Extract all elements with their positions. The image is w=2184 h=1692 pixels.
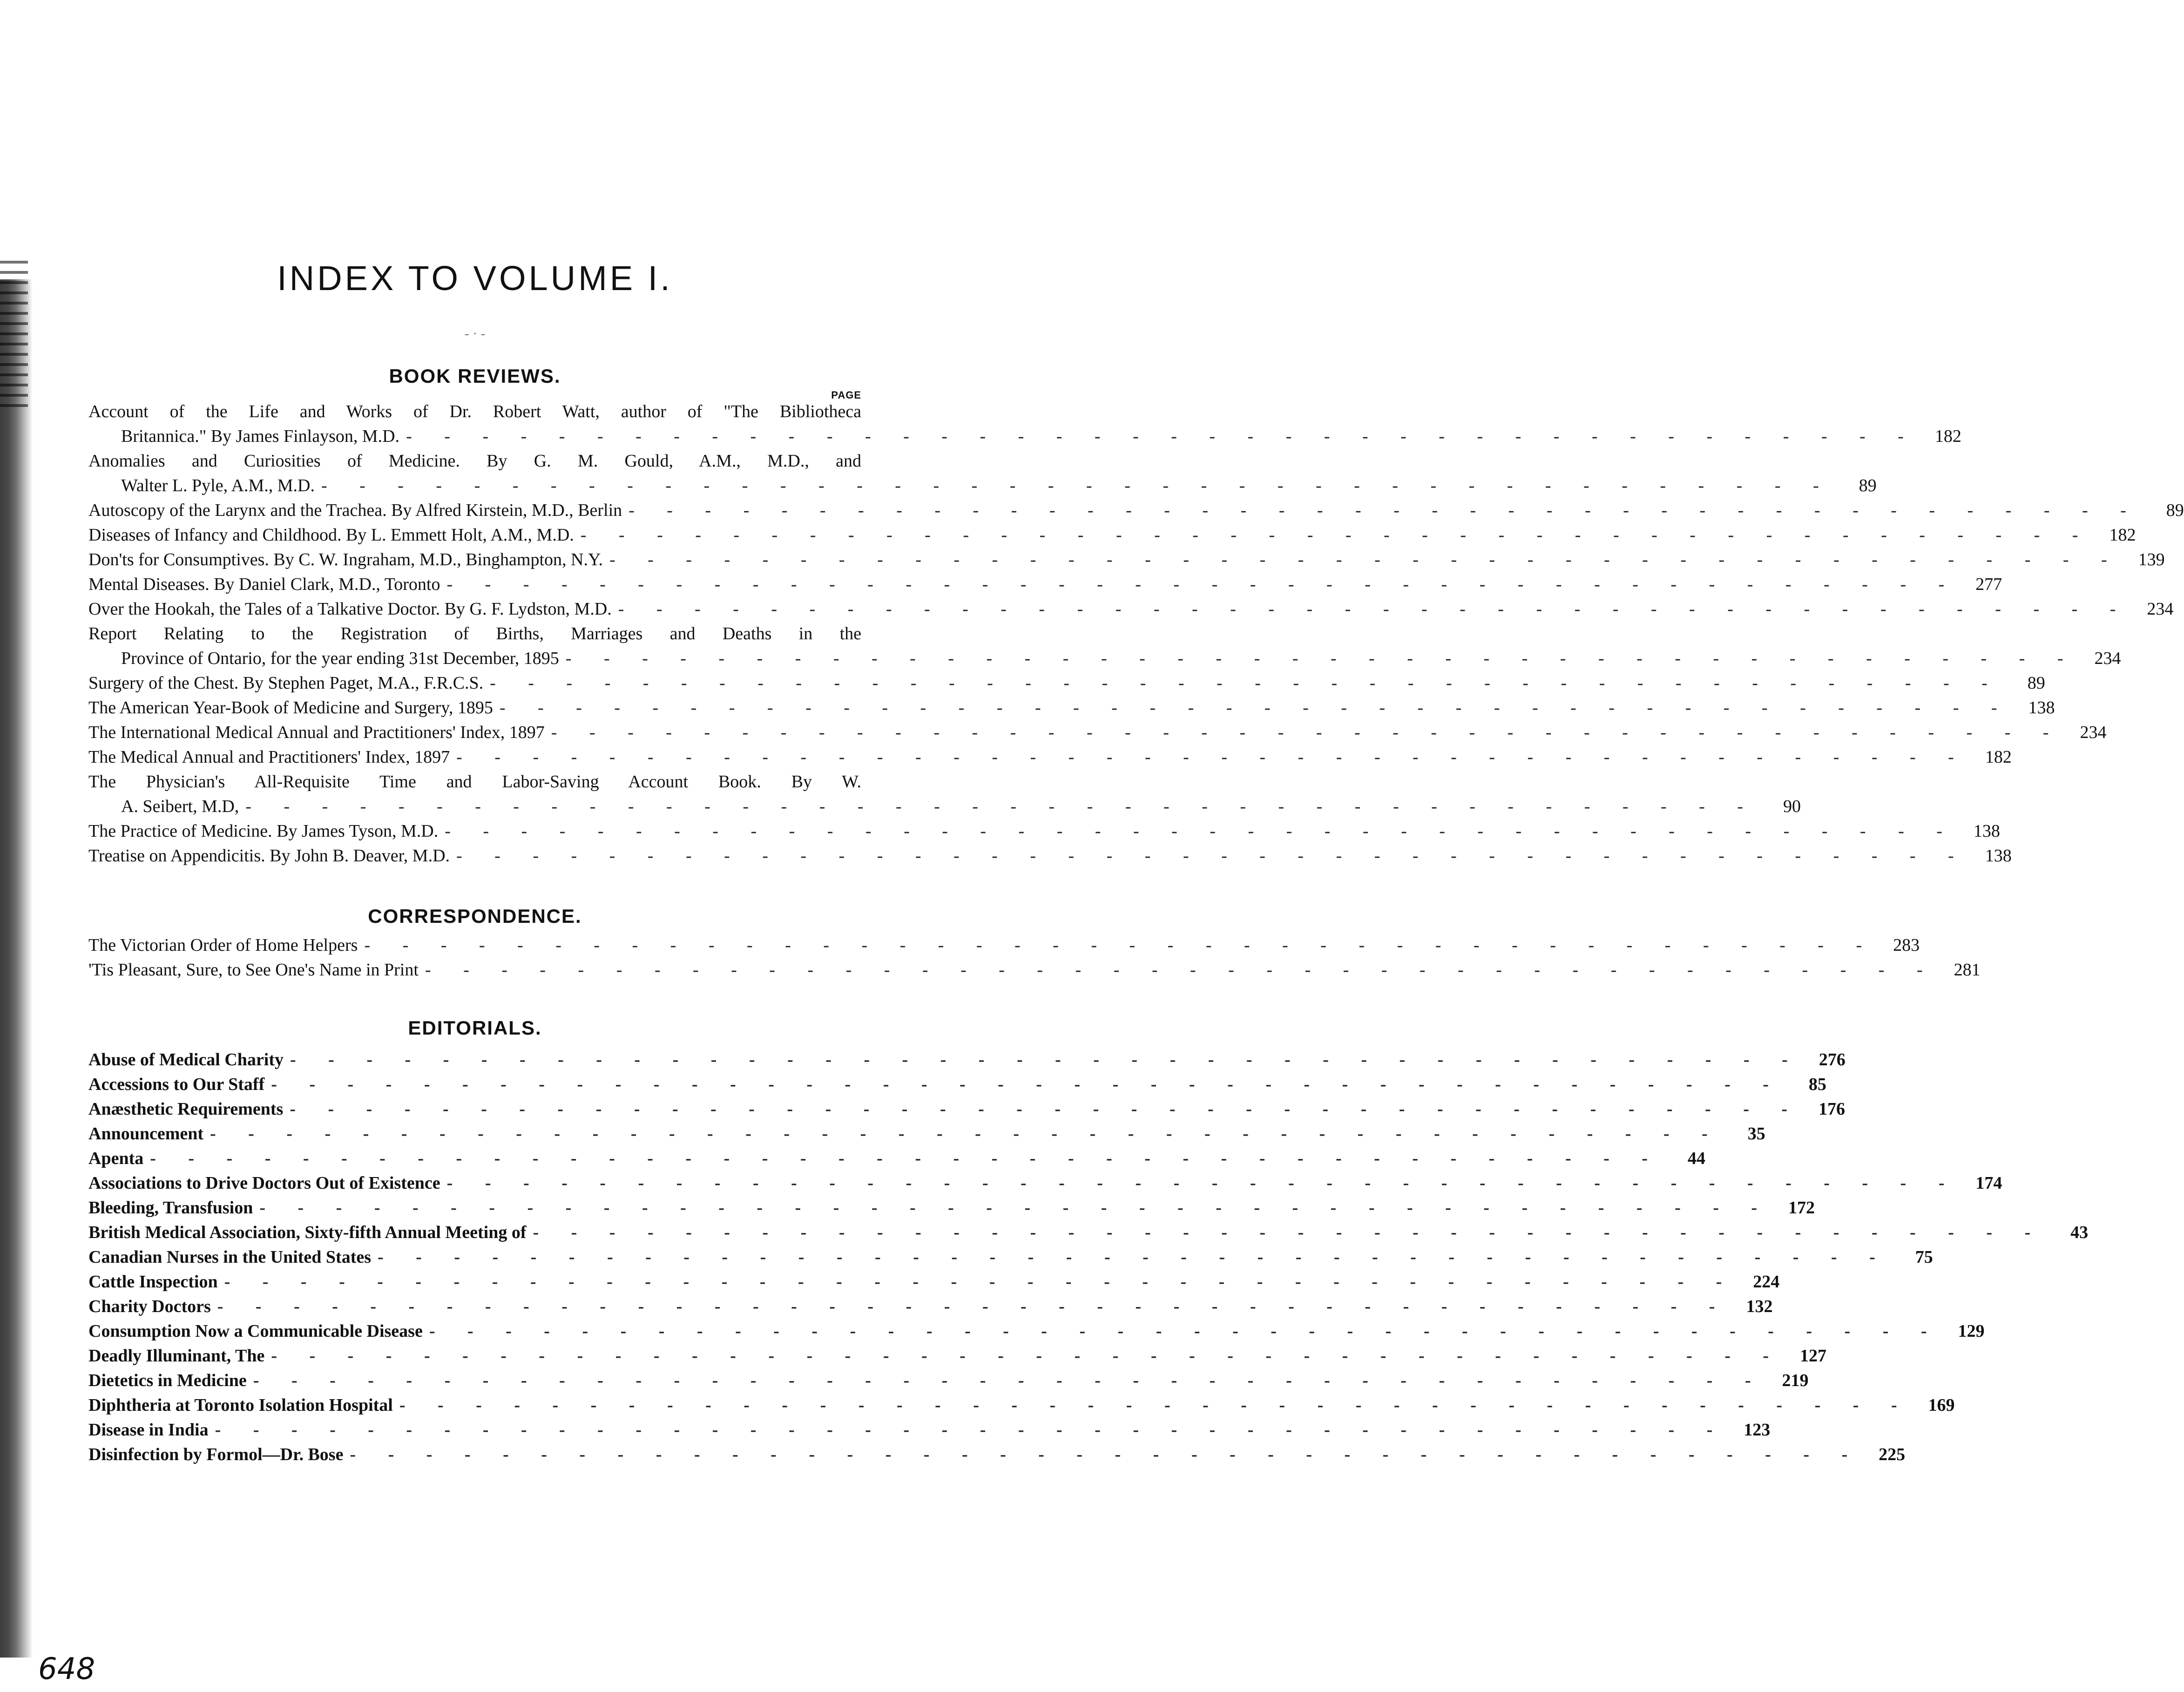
entry-title: Disinfection by Formol—Dr. Bose bbox=[88, 1445, 344, 1464]
dot-leader: - - - - - - - - - - - - - - - - - - - - - - - - - - - - - - - - - - - - - - - - bbox=[399, 1395, 1911, 1415]
correspondence-list bbox=[88, 933, 1981, 982]
binding-edge-marks bbox=[0, 261, 28, 410]
index-entry bbox=[88, 1442, 1906, 1467]
dot-leader: - - - - - - - - - - - - - - - - - - - - - - - - - - - - - - - - - - - - - - - - bbox=[446, 575, 1959, 594]
index-entry bbox=[88, 958, 1981, 982]
entry-page-number: 176 bbox=[1819, 1099, 1845, 1119]
entry-title: Autoscopy of the Larynx and the Trachea. By Alfred Kirstein, M.D., Berlin bbox=[88, 501, 622, 520]
index-entry bbox=[88, 1418, 1771, 1442]
dot-leader: - - - - - - - - - - - - - - - - - - - - - - - - - - - - - - - - - - - - - - - - bbox=[350, 1445, 1862, 1464]
index-entry bbox=[88, 1270, 1780, 1294]
index-entry bbox=[88, 1122, 1765, 1146]
entry-title: British Medical Association, Sixty-fifth Annual Meeting of bbox=[88, 1223, 527, 1242]
index-entry bbox=[88, 548, 2165, 572]
index-entry bbox=[88, 1294, 1773, 1319]
entry-page-number: 35 bbox=[1747, 1124, 1765, 1144]
entry-line bbox=[88, 399, 861, 424]
entry-title: 'Tis Pleasant, Sure, to See One's Name in Print bbox=[88, 960, 419, 980]
dot-leader: - - - - - - - - - - - - - - - - - - - - - - - - - - - - - - - - - - - - - - - - bbox=[429, 1321, 1941, 1341]
editorials-list bbox=[88, 1048, 2089, 1467]
entry-title: Mental Diseases. By Daniel Clark, M.D., Toronto bbox=[88, 575, 440, 594]
entry-page-number: 123 bbox=[1744, 1420, 1771, 1440]
entry-title: Account of the Life and Works of Dr. Robert Watt, author of "The Bibliotheca bbox=[88, 402, 861, 421]
entry-line bbox=[88, 720, 2107, 745]
entry-line bbox=[88, 1393, 1955, 1418]
dot-leader: - - - - - - - - - - - - - - - - - - - - - - - - - - - - - - - - - - - - - - - - bbox=[618, 599, 2130, 619]
index-entry bbox=[88, 933, 1920, 958]
entry-page-number: 234 bbox=[2080, 723, 2107, 742]
index-entry bbox=[88, 572, 2002, 597]
entry-page-number: 138 bbox=[2028, 698, 2055, 717]
dot-leader: - - - - - - - - - - - - - - - - - - - - - - - - - - - - - - - - - - - - - - - - bbox=[364, 935, 1876, 955]
entry-page-number: 75 bbox=[1915, 1247, 1933, 1267]
entry-line bbox=[88, 1368, 1809, 1393]
dot-leader: - - - - - - - - - - - - - - - - - - - - - - - - - - - - - - - - - - - - - - - - bbox=[245, 797, 1757, 816]
entry-title: Treatise on Appendicitis. By John B. Deaver, M.D. bbox=[88, 846, 450, 866]
page-title: INDEX TO VOLUME I. bbox=[277, 259, 673, 298]
index-entry bbox=[88, 770, 1801, 819]
entry-title: Anomalies and Curiosities of Medicine. By G. M. Gould, A.M., M.D., and bbox=[88, 451, 861, 471]
entry-title-continuation: Walter L. Pyle, A.M., M.D. bbox=[121, 476, 315, 495]
index-entry bbox=[88, 1048, 1846, 1072]
dot-leader: - - - - - - - - - - - - - - - - - - - - - - - - - - - - - - - - - - - - - - - - bbox=[629, 501, 2140, 520]
entry-page-number: 182 bbox=[2109, 525, 2136, 545]
entry-line bbox=[88, 671, 2045, 696]
dot-leader: - - - - - - - - - - - - - - - - - - - - - - - - - - - - - - - - - - - - - - - - bbox=[224, 1272, 1736, 1292]
entry-title: Abuse of Medical Charity bbox=[88, 1050, 284, 1069]
entry-page-number: 89 bbox=[2166, 501, 2184, 520]
index-entry bbox=[88, 498, 2184, 523]
index-entry bbox=[88, 745, 2012, 770]
entry-line-continuation bbox=[88, 794, 1801, 819]
entry-line bbox=[88, 1270, 1780, 1294]
entry-line bbox=[88, 745, 2012, 770]
index-entry bbox=[88, 696, 2055, 720]
section-heading-book-reviews: BOOK REVIEWS. bbox=[389, 365, 561, 387]
entry-page-number: 129 bbox=[1958, 1321, 1985, 1341]
entry-title: Diseases of Infancy and Childhood. By L. Emmett Holt, A.M., M.D. bbox=[88, 525, 574, 545]
entry-page-number: 89 bbox=[2027, 673, 2045, 693]
entry-title-continuation: Province of Ontario, for the year ending 31st December, 1895 bbox=[121, 649, 559, 668]
dot-leader: - - - - - - - - - - - - - - - - - - - - - - - - - - - - - - - - - - - - - - - - bbox=[533, 1223, 2045, 1242]
dot-leader: - - - - - - - - - - - - - - - - - - - - - - - - - - - - - - - - - - - - - - - - bbox=[551, 723, 2063, 742]
dot-leader: - - - - - - - - - - - - - - - - - - - - - - - - - - - - - - - - - - - - - - - - bbox=[445, 821, 1956, 841]
entry-line bbox=[88, 1097, 1845, 1122]
dot-leader: - - - - - - - - - - - - - - - - - - - - - - - - - - - - - - - - - - - - - - - - bbox=[456, 747, 1968, 767]
entry-title: The Physician's All-Requisite Time and Labor-Saving Account Book. By W. bbox=[88, 772, 861, 792]
entry-line bbox=[88, 1048, 1846, 1072]
section-editorials bbox=[88, 1015, 2089, 1467]
entry-page-number: 283 bbox=[1893, 935, 1920, 955]
entry-title: The Medical Annual and Practitioners' Index, 1897 bbox=[88, 747, 450, 767]
entry-page-number: 138 bbox=[1985, 846, 2012, 866]
entry-page-number: 174 bbox=[1975, 1173, 2002, 1193]
index-entry bbox=[88, 1196, 1815, 1220]
index-entry bbox=[88, 819, 2000, 844]
index-entry bbox=[88, 1171, 2002, 1196]
entry-page-number: 89 bbox=[1859, 476, 1877, 495]
entry-title: The American Year-Book of Medicine and Surgery, 1895 bbox=[88, 698, 493, 717]
entry-page-number: 44 bbox=[1687, 1149, 1705, 1168]
entry-line-continuation bbox=[88, 424, 1961, 449]
entry-title-continuation: Britannica." By James Finlayson, M.D. bbox=[121, 426, 400, 446]
dot-leader: - - - - - - - - - - - - - - - - - - - - - - - - - - - - - - - - - - - - - - - - bbox=[406, 426, 1918, 446]
entry-title-continuation: A. Seibert, M.D, bbox=[121, 797, 239, 816]
entry-line bbox=[88, 523, 2136, 548]
entry-title: Dietetics in Medicine bbox=[88, 1371, 247, 1390]
entry-page-number: 281 bbox=[1954, 960, 1981, 980]
entry-line bbox=[88, 1196, 1815, 1220]
entry-page-number: 219 bbox=[1782, 1371, 1809, 1390]
entry-page-number: 277 bbox=[1975, 575, 2002, 594]
entry-line bbox=[88, 449, 861, 474]
entry-line bbox=[88, 958, 1981, 982]
index-entry bbox=[88, 1097, 1845, 1122]
index-entry bbox=[88, 1220, 2089, 1245]
dot-leader: - - - - - - - - - - - - - - - - - - - - - - - - - - - - - - - - - - - - - - - - bbox=[150, 1149, 1662, 1168]
dot-leader: - - - - - - - - - - - - - - - - - - - - - - - - - - - - - - - - - - - - - - - - bbox=[217, 1297, 1729, 1316]
entry-title: The Practice of Medicine. By James Tyson, M.D. bbox=[88, 821, 439, 841]
index-entry bbox=[88, 523, 2136, 548]
entry-line bbox=[88, 548, 2165, 572]
index-entry bbox=[88, 1146, 1705, 1171]
entry-line bbox=[88, 622, 861, 646]
entry-line bbox=[88, 572, 2002, 597]
entry-title: Diphtheria at Toronto Isolation Hospital bbox=[88, 1395, 393, 1415]
dot-leader: - - - - - - - - - - - - - - - - - - - - - - - - - - - - - - - - - - - - - - - - bbox=[456, 846, 1968, 866]
book-reviews-list bbox=[88, 399, 2184, 868]
entry-page-number: 182 bbox=[1985, 747, 2012, 767]
index-entry bbox=[88, 449, 1877, 498]
index-entry bbox=[88, 844, 2012, 868]
entry-title: Report Relating to the Registration of Births, Marriages and Deaths in the bbox=[88, 624, 861, 643]
entry-page-number: 85 bbox=[1808, 1075, 1826, 1094]
entry-page-number: 169 bbox=[1928, 1395, 1955, 1415]
dot-leader: - - - - - - - - - - - - - - - - - - - - - - - - - - - - - - - - - - - - - - - - bbox=[215, 1420, 1727, 1440]
entry-page-number: 225 bbox=[1879, 1445, 1906, 1464]
entry-line bbox=[88, 1245, 1933, 1270]
entry-line bbox=[88, 1294, 1773, 1319]
section-heading-correspondence: CORRESPONDENCE. bbox=[368, 905, 582, 927]
dot-leader: - - - - - - - - - - - - - - - - - - - - - - - - - - - - - - - - - - - - - - - - bbox=[321, 476, 1833, 495]
dot-leader: - - - - - - - - - - - - - - - - - - - - - - - - - - - - - - - - - - - - - - - - bbox=[210, 1124, 1722, 1144]
entry-line bbox=[88, 597, 2174, 622]
index-entry bbox=[88, 597, 2174, 622]
entry-title: Canadian Nurses in the United States bbox=[88, 1247, 372, 1267]
dot-leader: - - - - - - - - - - - - - - - - - - - - - - - - - - - - - - - - - - - - - - - - bbox=[253, 1371, 1765, 1390]
index-entry bbox=[88, 1344, 1827, 1368]
entry-line bbox=[88, 1072, 1826, 1097]
entry-line bbox=[88, 1146, 1705, 1171]
dot-leader: - - - - - - - - - - - - - - - - - - - - - - - - - - - - - - - - - - - - - - - - bbox=[499, 698, 2011, 717]
entry-title: Bleeding, Transfusion bbox=[88, 1198, 253, 1218]
entry-line bbox=[88, 1319, 1985, 1344]
entry-line bbox=[88, 1220, 2089, 1245]
entry-page-number: 90 bbox=[1783, 797, 1801, 816]
section-book-reviews bbox=[88, 363, 2184, 868]
entry-page-number: 182 bbox=[1934, 426, 1961, 446]
index-entry bbox=[88, 1368, 1809, 1393]
title-separator: - · - bbox=[464, 326, 486, 341]
index-entry bbox=[88, 1072, 1826, 1097]
entry-line bbox=[88, 844, 2012, 868]
entry-page-number: 139 bbox=[2138, 550, 2165, 569]
entry-title: Surgery of the Chest. By Stephen Paget, M.A., F.R.C.S. bbox=[88, 673, 484, 693]
dot-leader: - - - - - - - - - - - - - - - - - - - - - - - - - - - - - - - - - - - - - - - - bbox=[271, 1346, 1783, 1366]
entry-title: Cattle Inspection bbox=[88, 1272, 218, 1292]
entry-line bbox=[88, 1442, 1906, 1467]
entry-line bbox=[88, 696, 2055, 720]
entry-line bbox=[88, 770, 861, 794]
entry-title: Accessions to Our Staff bbox=[88, 1075, 265, 1094]
page-column-label: PAGE bbox=[831, 389, 861, 401]
index-entry bbox=[88, 399, 1961, 449]
entry-page-number: 276 bbox=[1819, 1050, 1846, 1069]
entry-title: Anæsthetic Requirements bbox=[88, 1099, 284, 1119]
index-entry bbox=[88, 1393, 1955, 1418]
entry-page-number: 234 bbox=[2094, 649, 2121, 668]
entry-title: Disease in India bbox=[88, 1420, 209, 1440]
entry-page-number: 224 bbox=[1753, 1272, 1780, 1292]
entry-page-number: 234 bbox=[2147, 599, 2174, 619]
dot-leader: - - - - - - - - - - - - - - - - - - - - - - - - - - - - - - - - - - - - - - - - bbox=[290, 1050, 1802, 1069]
dot-leader: - - - - - - - - - - - - - - - - - - - - - - - - - - - - - - - - - - - - - - - - bbox=[271, 1075, 1783, 1094]
entry-page-number: 138 bbox=[1973, 821, 2000, 841]
entry-page-number: 43 bbox=[2070, 1223, 2089, 1242]
entry-page-number: 127 bbox=[1800, 1346, 1827, 1366]
entry-title: Apenta bbox=[88, 1149, 144, 1168]
section-heading-editorials: EDITORIALS. bbox=[408, 1017, 542, 1039]
dot-leader: - - - - - - - - - - - - - - - - - - - - - - - - - - - - - - - - - - - - - - - - bbox=[290, 1099, 1801, 1119]
index-entry bbox=[88, 1245, 1933, 1270]
entry-title: Charity Doctors bbox=[88, 1297, 211, 1316]
dot-leader: - - - - - - - - - - - - - - - - - - - - - - - - - - - - - - - - - - - - - - - - bbox=[259, 1198, 1772, 1218]
dot-leader: - - - - - - - - - - - - - - - - - - - - - - - - - - - - - - - - - - - - - - - - bbox=[378, 1247, 1889, 1267]
index-entry bbox=[88, 622, 2121, 671]
entry-line-continuation bbox=[88, 474, 1877, 498]
dot-leader: - - - - - - - - - - - - - - - - - - - - - - - - - - - - - - - - - - - - - - - - bbox=[446, 1173, 1959, 1193]
index-entry bbox=[88, 1319, 1985, 1344]
entry-line bbox=[88, 819, 2000, 844]
entry-title: Announcement bbox=[88, 1124, 204, 1144]
entry-title: Consumption Now a Communicable Disease bbox=[88, 1321, 423, 1341]
entry-title: The International Medical Annual and Practitioners' Index, 1897 bbox=[88, 723, 545, 742]
entry-line bbox=[88, 1122, 1765, 1146]
binding-edge-shadow bbox=[0, 279, 33, 1658]
entry-line bbox=[88, 1344, 1827, 1368]
entry-title: Don'ts for Consumptives. By C. W. Ingraham, M.D., Binghampton, N.Y. bbox=[88, 550, 603, 569]
entry-line bbox=[88, 1418, 1771, 1442]
dot-leader: - - - - - - - - - - - - - - - - - - - - - - - - - - - - - - - - - - - - - - - - bbox=[609, 550, 2121, 569]
entry-title: Deadly Illuminant, The bbox=[88, 1346, 265, 1366]
dot-leader: - - - - - - - - - - - - - - - - - - - - - - - - - - - - - - - - - - - - - - - - bbox=[425, 960, 1937, 980]
section-correspondence bbox=[88, 903, 1981, 982]
entry-title: The Victorian Order of Home Helpers bbox=[88, 935, 358, 955]
entry-line bbox=[88, 1171, 2002, 1196]
index-entry bbox=[88, 720, 2107, 745]
entry-line bbox=[88, 933, 1920, 958]
dot-leader: - - - - - - - - - - - - - - - - - - - - - - - - - - - - - - - - - - - - - - - - bbox=[490, 673, 2001, 693]
entry-title: Associations to Drive Doctors Out of Existence bbox=[88, 1173, 440, 1193]
entry-line-continuation bbox=[88, 646, 2121, 671]
entry-title: Over the Hookah, the Tales of a Talkative Doctor. By G. F. Lydston, M.D. bbox=[88, 599, 612, 619]
dot-leader: - - - - - - - - - - - - - - - - - - - - - - - - - - - - - - - - - - - - - - - - bbox=[580, 525, 2092, 545]
index-entry bbox=[88, 671, 2045, 696]
dot-leader: - - - - - - - - - - - - - - - - - - - - - - - - - - - - - - - - - - - - - - - - bbox=[565, 649, 2077, 668]
entry-page-number: 132 bbox=[1746, 1297, 1773, 1316]
entry-page-number: 172 bbox=[1788, 1198, 1815, 1218]
handwritten-folio-number: 648 bbox=[38, 1652, 95, 1686]
entry-line bbox=[88, 498, 2184, 523]
